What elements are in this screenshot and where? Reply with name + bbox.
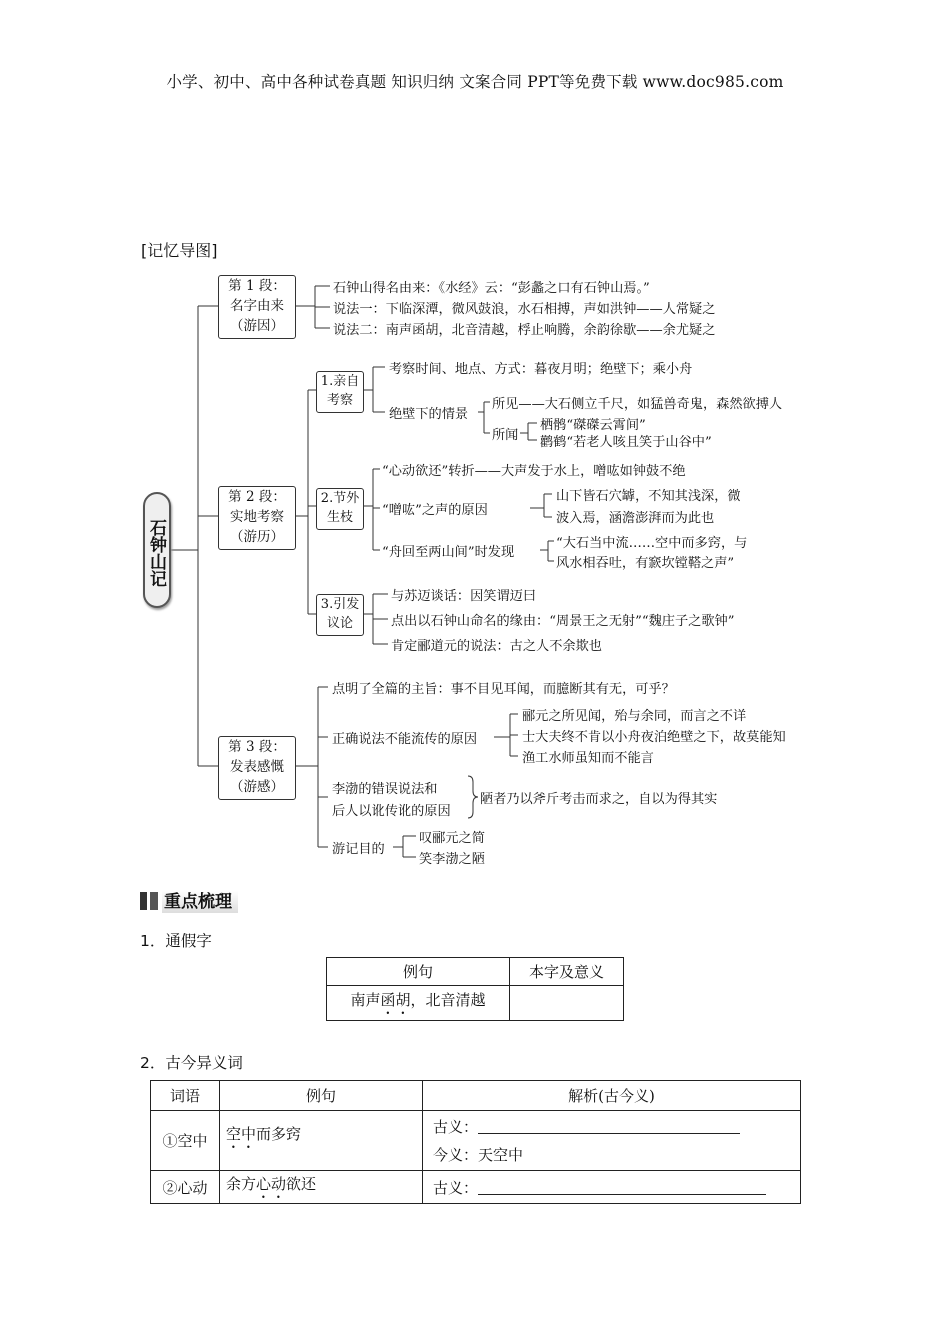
p2-box-line: 第 2 段： (228, 489, 286, 505)
p3-wrong: 陋者乃以斧斤考击而求之，自以为得其实 (480, 792, 718, 807)
sub2-find-label: “舟回至两山间”时发现 (382, 545, 515, 560)
p1-box-line: 第 1 段： (228, 278, 286, 294)
key-points-title (140, 887, 238, 912)
sentence-keyword: 函胡 (380, 991, 411, 1009)
sub1-heard-label: 所闻 (492, 428, 519, 443)
p2-box-line: （游历） (230, 529, 284, 545)
p1-box-line: 名字由来 (230, 298, 284, 314)
table-header: 解析(古今义) (423, 1081, 801, 1111)
mindmap-root: 石钟山记 (143, 492, 171, 608)
sub3-item: 点出以石钟山命名的缘由：“周景王之无射”“魏庄子之歌钟” (391, 614, 735, 629)
example-part: 欲还 (286, 1175, 317, 1193)
sentence-part: ，北音清越 (410, 991, 486, 1009)
p3-box-line: （游感） (230, 779, 284, 795)
table-cell-analysis (423, 1171, 801, 1204)
sub1-scene: 绝壁下的情景 (389, 407, 469, 422)
tongjiazi-table (326, 957, 624, 1021)
ancient-label: 古义： (433, 1117, 479, 1136)
table-cell-answer (510, 986, 624, 1021)
answer-blank[interactable] (478, 1119, 740, 1134)
sub1-heard: 栖鹘“磔磔云霄间” (540, 418, 646, 433)
p3-aim: 笑李渤之陋 (419, 852, 485, 867)
sub1-box-line: 考察 (326, 393, 353, 408)
p3-box (218, 736, 296, 800)
p2-sub2-box (316, 488, 364, 530)
p3-aim-label: 游记目的 (332, 842, 385, 857)
sub2-cause: 山下皆石穴罅，不知其浅深，微 (556, 489, 741, 504)
p1-item: 说法二：南声函胡，北音清越，桴止响腾，余韵徐歇——余尤疑之 (333, 323, 716, 338)
page-header: 小学、初中、高中各种试卷真题 知识归纳 文案合同 PPT等免费下载 www.doc985.com (166, 73, 784, 91)
table-header: 本字及意义 (510, 958, 624, 986)
table-header: 例句 (220, 1081, 423, 1111)
example-keyword: 空中 (226, 1125, 257, 1143)
seen-label: 所见 (492, 397, 519, 412)
sentence-part: 南声 (350, 991, 381, 1009)
section-marker-icon (140, 892, 158, 910)
table-cell-word: ②心动 (151, 1171, 220, 1204)
table-cell-sentence (327, 986, 510, 1021)
s2-heading: 2．古今异义词 (140, 1054, 243, 1072)
p1-box (218, 275, 296, 339)
p1-box-line: （游因） (230, 318, 284, 334)
sub1-heard: 鹳鹤“若老人咳且笑于山谷中” (540, 435, 712, 450)
sub2-box-line: 生枝 (326, 510, 353, 525)
p3-reason: 渔工水师虽知而不能言 (522, 751, 654, 766)
table-cell-example (220, 1111, 423, 1171)
sub3-box-line: 3.引发 (320, 597, 360, 612)
sub3-item: 与苏迈谈话：因笑谓迈曰 (391, 589, 537, 604)
sub2-cause-label: “噌吰”之声的原因 (382, 503, 488, 518)
sub3-item: 肯定郦道元的说法：古之人不余欺也 (391, 639, 602, 654)
ancient-meaning-row (433, 1113, 799, 1141)
table-header: 词语 (151, 1081, 220, 1111)
p3-theme: 点明了全篇的主旨：事不目见耳闻，而臆断其有无，可乎？ (332, 682, 675, 697)
p1-item: 石钟山得名由来：《水经》云：“彭蠡之口有石钟山焉。” (333, 281, 650, 296)
p2-sub1-box (316, 371, 364, 413)
sub1-box-line: 1.亲自 (320, 374, 360, 389)
table-cell-analysis (423, 1111, 801, 1171)
p3-reason-label: 正确说法不能流传的原因 (332, 732, 478, 747)
sub2-find: “大石当中流……空中而多窍，与 (556, 536, 748, 551)
example-part: 余方 (226, 1175, 257, 1193)
p2-sub3-box (316, 594, 364, 636)
sub1-seen (492, 393, 782, 412)
sub2-turn: “心动欲还”转折——大声发于水上，噌吰如钟鼓不绝 (382, 464, 686, 479)
p3-wrong-label: 后人以讹传讹的原因 (332, 804, 451, 819)
table-header: 例句 (327, 958, 510, 986)
sub1-time: 考察时间、地点、方式：暮夜月明；绝壁下；乘小舟 (389, 362, 693, 377)
p3-box-line: 发表感慨 (230, 759, 284, 775)
table-cell-example (220, 1171, 423, 1204)
sub2-cause: 波入焉，涵澹澎湃而为此也 (556, 511, 715, 526)
sub2-box-line: 2.节外 (320, 491, 360, 506)
p3-aim: 叹郦元之简 (419, 831, 485, 846)
modern-meaning: 今义：天空中 (433, 1145, 524, 1164)
p2-box-line: 实地考察 (230, 509, 284, 525)
p3-reason: 士大夫终不肯以小舟夜泊绝壁之下，故莫能知 (522, 730, 786, 745)
mindmap-label: [记忆导图] (141, 241, 218, 260)
gujin-table (150, 1080, 801, 1204)
s1-heading: 1．通假字 (140, 932, 212, 950)
seen-text: ——大石侧立千尺，如猛兽奇鬼，森然欲搏人 (518, 397, 783, 412)
p1-item: 说法一：下临深潭，微风鼓浪，水石相搏，声如洪钟——人常疑之 (333, 302, 716, 317)
key-points-title-text: 重点梳理 (162, 891, 238, 913)
sub2-find: 风水相吞吐，有窾坎镗鞳之声” (556, 556, 735, 571)
p2-box (218, 486, 296, 550)
p3-wrong-label: 李渤的错误说法和 (332, 782, 438, 797)
answer-blank[interactable] (478, 1180, 766, 1195)
sub3-box-line: 议论 (326, 616, 353, 631)
example-keyword: 心动 (256, 1175, 287, 1193)
example-part: 而多窍 (256, 1125, 302, 1143)
table-cell-word: ①空中 (151, 1111, 220, 1171)
p3-reason: 郦元之所见闻，殆与余同，而言之不详 (522, 709, 747, 724)
p3-box-line: 第 3 段： (228, 739, 286, 755)
ancient-label: 古义： (433, 1178, 479, 1197)
